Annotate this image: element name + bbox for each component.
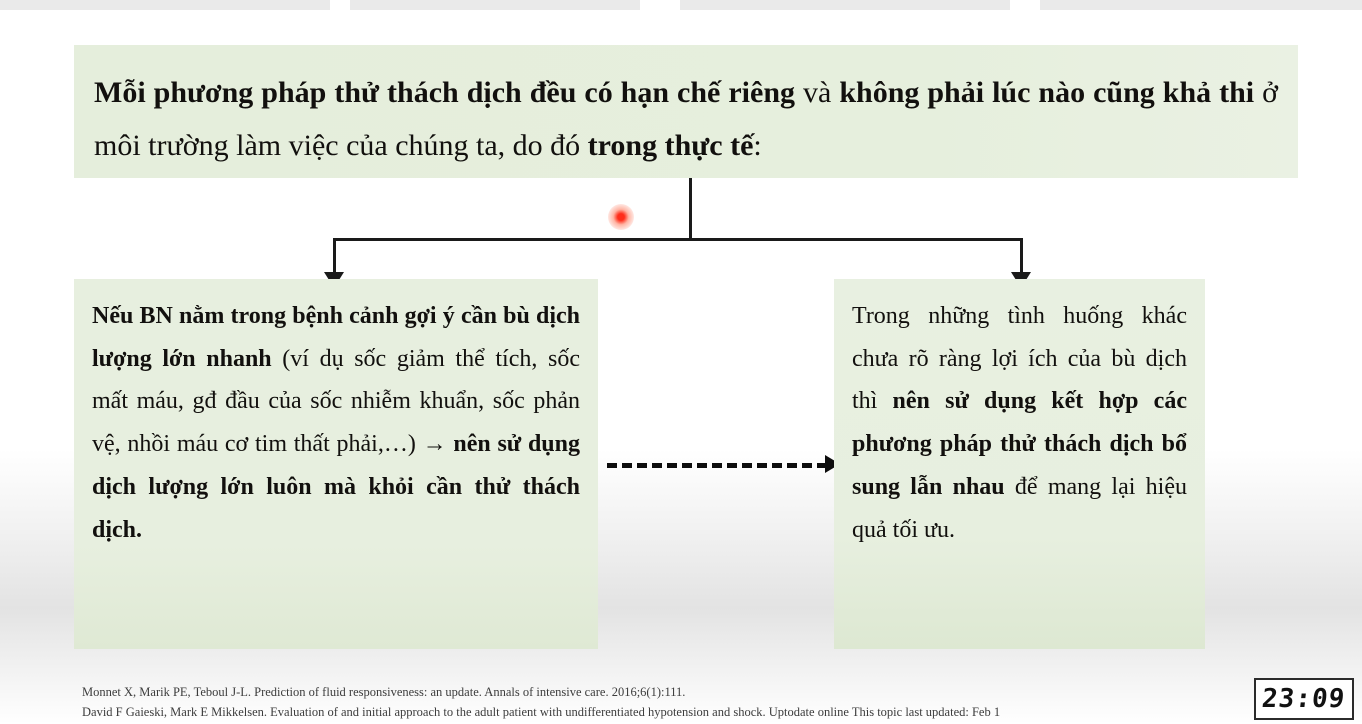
clock-widget	[1254, 678, 1354, 720]
emphasis-run: Nếu BN nằm trong bệnh cảnh gợi ý cần bù dịch lượng lớn nhanh	[92, 303, 580, 372]
plain-run: (ví dụ sốc giảm thể tích, sốc mất máu, gđ đầu của sốc nhiễm khuẩn, sốc phản vệ, nhồi máu cơ tim thất phải,…) →	[92, 345, 580, 458]
plain-run: để mang lại hiệu quả tối ưu.	[852, 473, 1188, 543]
left-branch-text	[92, 303, 580, 543]
plain-run: Trong những tình huống khác chưa rõ ràng lợi ích của bù dịch thì	[852, 303, 1187, 415]
laser-pointer-dot	[608, 204, 634, 230]
emphasis-run: không phải lúc nào cũng khả thi	[839, 76, 1255, 109]
connector-vertical-right	[1020, 238, 1023, 276]
plain-run: ở môi trường làm việc của chúng ta, do đó	[94, 76, 1278, 162]
connector-vertical-left	[333, 238, 336, 276]
emphasis-run: nên sử dụng dịch lượng lớn luôn mà khỏi cần thử thách dịch.	[92, 431, 580, 543]
top-strip-segment	[0, 0, 330, 10]
right-branch-text	[852, 303, 1187, 543]
footnote-line: David F Gaieski, Mark E Mikkelsen. Evaluation of and initial approach to the adult patient with undifferentiated hypotension and shock. Uptodate online This topic last updated: Feb 1	[82, 705, 1001, 720]
clock-time: 23:09	[1260, 684, 1348, 714]
top-strip-segment	[1040, 0, 1362, 10]
connector-vertical-stem	[689, 178, 692, 240]
emphasis-run: Mỗi phương pháp thử thách dịch đều có hạn chế riêng	[94, 76, 796, 109]
plain-run: :	[753, 128, 762, 162]
emphasis-run: nên sử dụng kết hợp các phương pháp thử thách dịch bổ sung lẫn nhau	[852, 388, 1187, 500]
right-branch-box	[834, 279, 1205, 649]
plain-run: và	[795, 76, 840, 109]
top-strip-segment	[350, 0, 640, 10]
banner-statement	[74, 45, 1298, 178]
dashed-link-line	[607, 463, 827, 468]
left-branch-box	[74, 279, 598, 649]
emphasis-run: trong thực tế	[587, 128, 754, 162]
connector-horizontal-bar	[333, 238, 1023, 241]
banner-text	[94, 76, 1278, 162]
top-decoration-strip	[0, 0, 1362, 12]
footnote-references	[82, 682, 1262, 723]
top-strip-segment	[680, 0, 1010, 10]
footnote-line: Monnet X, Marik PE, Teboul J-L. Prediction of fluid responsiveness: an update. Annals of intensive care. 2016;6(1):111.	[82, 685, 686, 699]
